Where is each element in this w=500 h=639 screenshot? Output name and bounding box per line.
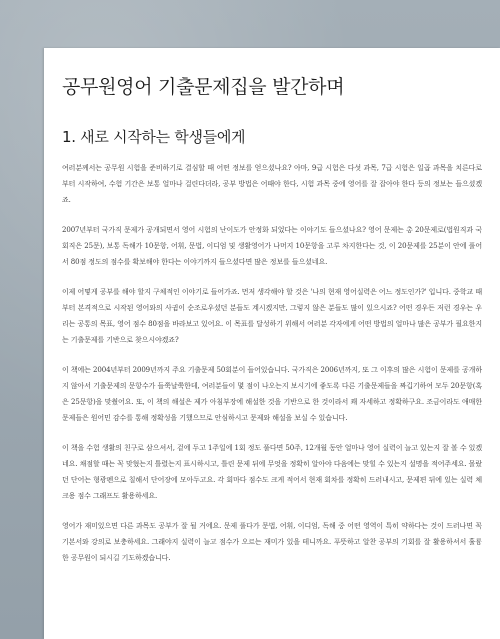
paragraph: 영어가 재미있으면 다른 과목도 공부가 잘 될 거에요. 문제 풀다가 문법, 어휘, 이디엄, 독해 중 어떤 영역이 특히 약하다는 것이 드러나면 꼭 기본서와 강의로 보충하세요. 그래야지 실력이 늘고 점수가 오르는 재미가 있을 테니까요. 푸뜻하고 알찬 공부의 기회를 잘 활용하셔서 훌륭한 공무원이 되시길 기도하겠습니다. bbox=[62, 522, 482, 562]
paragraph: 이 책에는 2004년부터 2009년까지 주요 기출문제 50회분이 들어있습니다. 국가직은 2006년까지, 또 그 이후의 많은 시험이 문제를 공개하지 않아서 기출문제의 문항수가 들쭉날쭉한데, 여러분들이 몇 점이 나오는지 보시기에 좋도록 다른 기출문제들을 짜깁기하여 모두 20문항(혹은 25문항)을 맞췄어요. 또, 이 책의 해설은 제가 아침부장에 해설한 것을 기반으로 한 것이라서 꽤 자세하고 정확하구요. 조금이라도 애매한 문제들은 원어민 감수를 통해 정확성을 기했으므로 안심하시고 문제와 해설을 보실 수 있습니다. bbox=[62, 366, 482, 422]
document-title: 공무원영어 기출문제집을 발간하며 bbox=[62, 76, 345, 98]
body-text bbox=[62, 160, 482, 580]
paragraph: 이제 어떻게 공부를 해야 할지 구체적인 이야기로 들어가죠. 먼저 생각해야 할 것은 '나의 현재 영어실력은 어느 정도인가?' 입니다. 중학교 때부터 본격적으로 시작된 영어와의 사귐이 순조로우셨던 분들도 계시겠지만, 그렇지 않은 분들도 많이 있으시죠? 어떤 경우든 저런 경우는 우리는 공통의 목표, 영어 점수 80점을 바라보고 있어요. 이 목표를 달성하기 위해서 여러분 각자에게 어떤 방법의 얼마나 많은 공부가 필요한지는 기출문제를 기반으로 찾으시야겠죠? bbox=[62, 288, 482, 344]
section-heading: 1. 새로 시작하는 학생들에게 bbox=[62, 128, 246, 146]
paragraph: 여러분께서는 공무원 시험을 준비하기로 결심할 때 어떤 정보를 얻으셨나요? 아마, 9급 시험은 다섯 과목, 7급 시험은 일곱 과목을 치른다로부터 시작하여, 수험 기간은 보통 얼마나 걸린다더라, 공부 방법은 어때야 한다, 시험 과목 중에 영어를 잘 잡아야 한다 등의 정보는 들으셨겠죠. bbox=[62, 164, 482, 204]
paragraph: 이 책을 수험 생활의 친구로 삼으셔서, 겉에 두고 1주일에 1회 정도 풀다면 50주, 12개월 동안 얼마나 영어 실력이 늘고 있는지 잘 볼 수 있겠네요. 채점할 때는 꼭 맞혔는지 틀렸는지 표시하시고, 틀린 문제 뒤에 무엇을 정확히 알아야 다음에는 맞힐 수 있는지 설명을 적어주세요. 몰랐던 단어는 형광펜으로 칠해서 단어장에 모아두고요. 각 회마다 점수도 크게 적어서 현재 회차를 정확히 드러내시고, 문제편 뒤에 있는 실력 체크용 점수 그래프도 활용하세요. bbox=[62, 444, 482, 500]
document-page bbox=[44, 48, 500, 639]
paragraph: 2007년부터 국가직 문제가 공개되면서 영어 시험의 난이도가 안정화 되었다는 이야기도 들으셨나요? 영어 문제는 총 20문제로(법원직과 국회직은 25문), 보통 독해가 10문항, 어휘, 문법, 이디엄 및 생활영어가 나머지 10문항을 고루 차지한다는 것, 이 20문제를 25분이 안에 풀어서 80점 정도의 점수를 확보해야 한다는 이야기까지 들으셨다면 많은 정보를 들으셨네요. bbox=[62, 226, 482, 266]
